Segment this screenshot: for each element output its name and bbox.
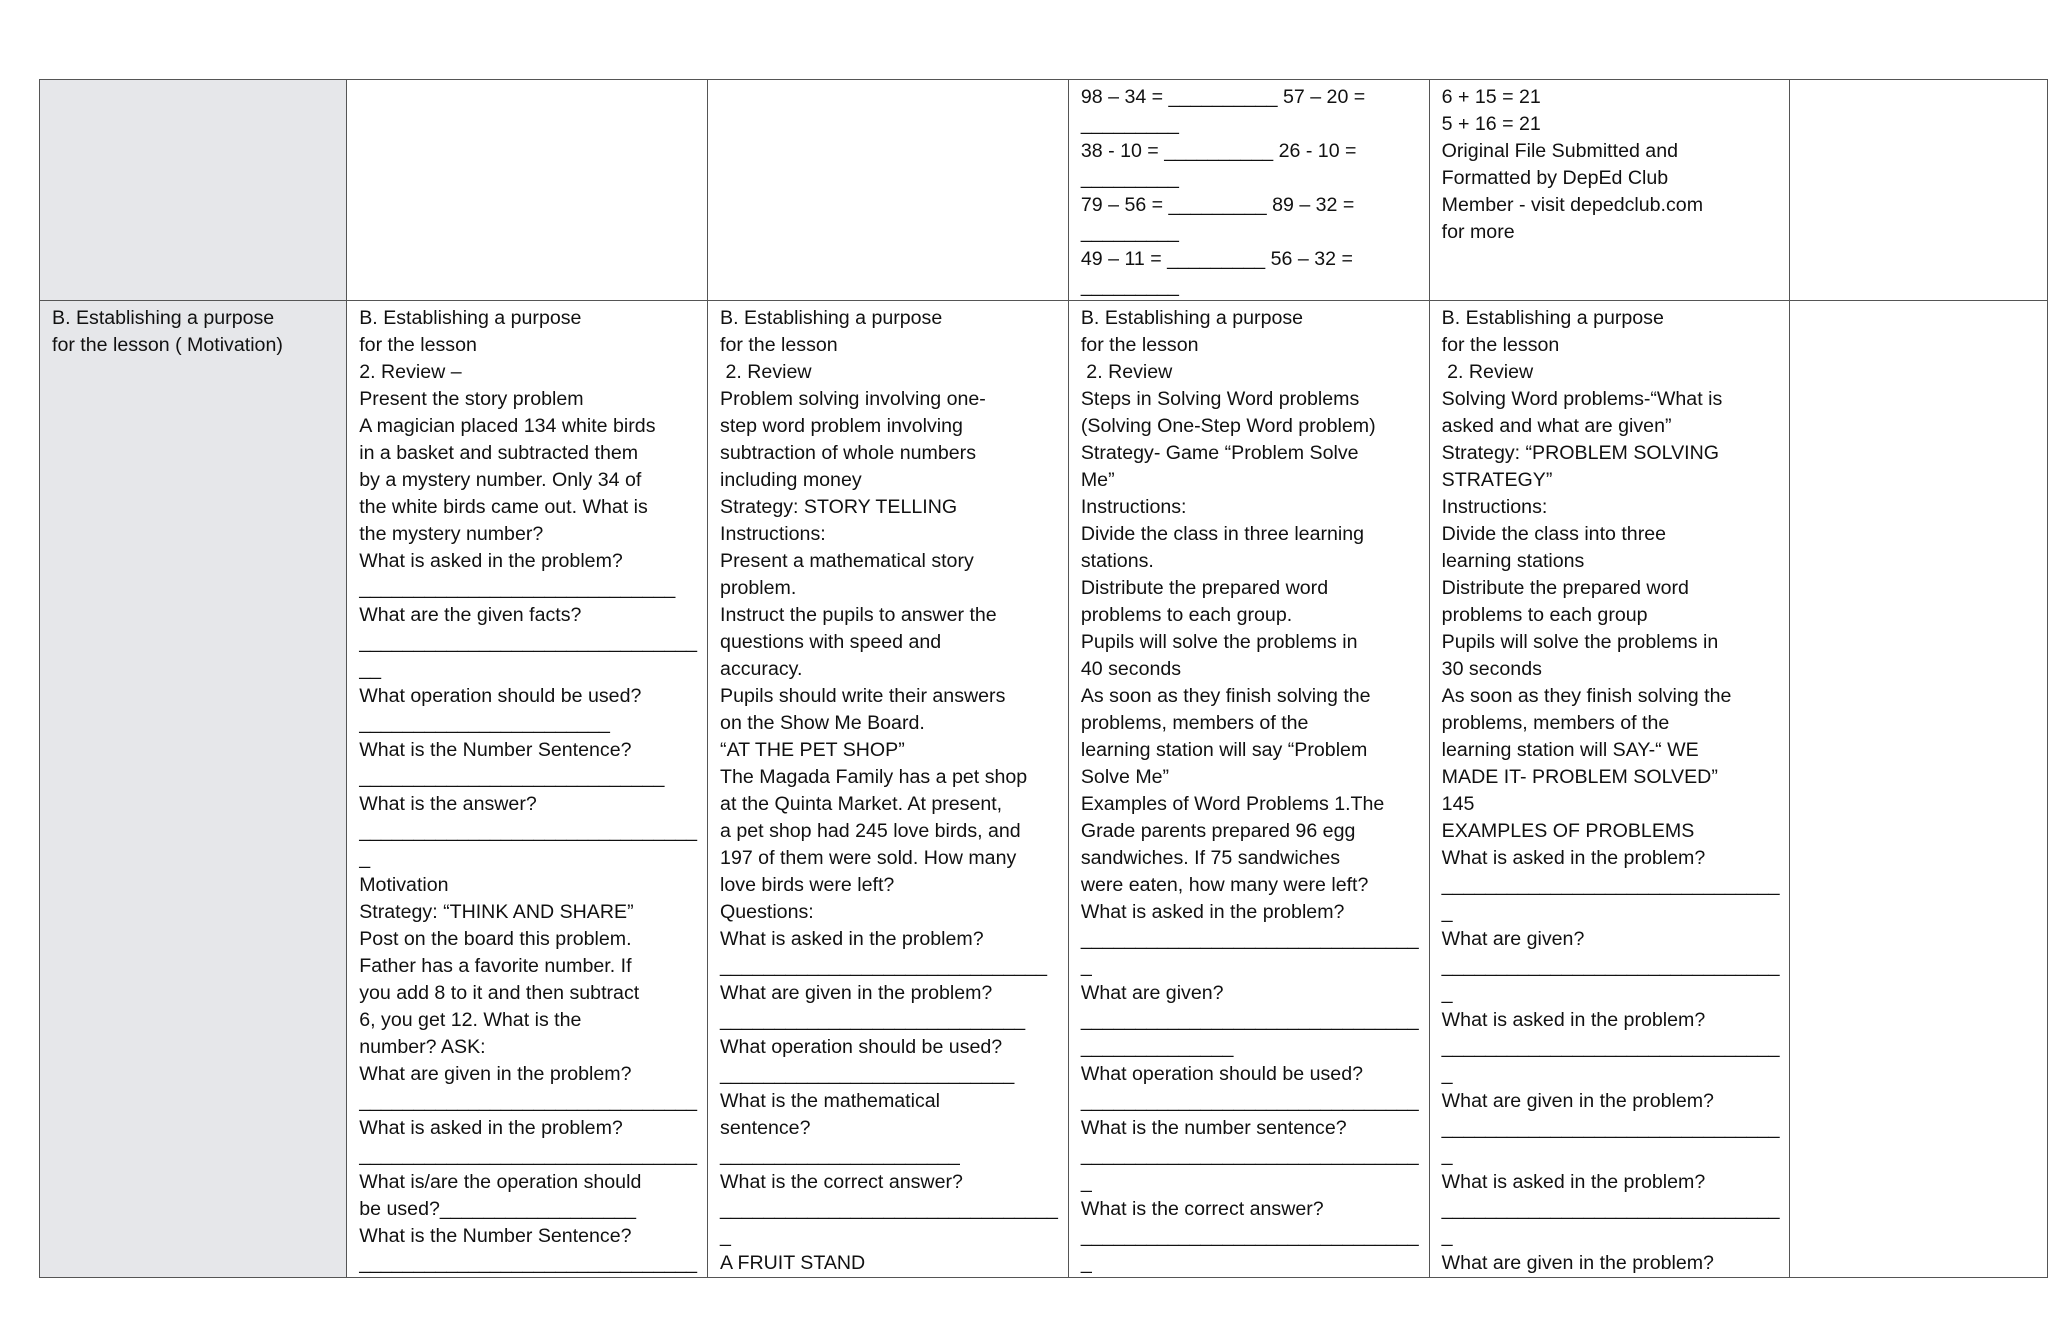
cell-text-line: STRATEGY” [1441, 469, 1553, 491]
cell-text-line: A magician placed 134 white birds [359, 415, 656, 437]
cell-text-line: by a mystery number. Only 34 of [359, 469, 642, 491]
cell-text-line: step word problem involving [720, 415, 963, 437]
cell-text-line: Divide the class into three [1441, 523, 1667, 545]
cell-text-line: What are given in the problem? [1441, 1090, 1714, 1112]
cell-text-line: Motivation [359, 874, 449, 896]
cell-text-line: Pupils will solve the problems in [1080, 631, 1358, 653]
cell-text-line: Present a mathematical story [720, 550, 974, 572]
cell-text-line: 2. Review [720, 361, 812, 383]
cell-text-line: 5 + 16 = 21 [1441, 113, 1541, 135]
row-label-cell [40, 80, 347, 301]
cell-text-line: _ [1080, 1252, 1092, 1274]
cell-text-line: B. Establishing a purpose [1080, 307, 1304, 329]
wednesday-cell [1068, 80, 1429, 301]
cell-text-line: love birds were left? [720, 874, 895, 896]
monday-cell [347, 301, 708, 1278]
cell-text-line: B. Establishing a purpose [359, 307, 582, 329]
cell-text-line: subtraction of whole numbers [720, 442, 976, 464]
cell-text-line: As soon as they finish solving the [1441, 685, 1732, 707]
cell-text-line: for the lesson [359, 334, 477, 356]
cell-text-line: ___________________________ [720, 1063, 1015, 1085]
cell-text-line: 79 – 56 = _________ 89 – 32 = [1080, 194, 1355, 216]
cell-text-line: Distribute the prepared word [1080, 577, 1329, 599]
cell-text-line: Instructions: [720, 523, 826, 545]
cell-text-line: questions with speed and [720, 631, 942, 653]
cell-text-line: the white birds came out. What is [359, 496, 648, 518]
cell-text-line: were eaten, how many were left? [1080, 874, 1369, 896]
monday-cell [347, 80, 708, 301]
cell-text-line: Instructions: [1441, 496, 1548, 518]
cell-text-line: B. Establishing a purpose [1441, 307, 1664, 329]
cell-text-line: What are given? [1080, 982, 1224, 1004]
cell-text-line: What operation should be used? [1080, 1063, 1363, 1085]
cell-text-line: _______________________________ [359, 820, 698, 842]
cell-text-line: Solving Word problems-“What is [1441, 388, 1723, 410]
cell-text-line: Strategy: STORY TELLING [720, 496, 958, 518]
cell-text-line: _ [1441, 1144, 1453, 1166]
cell-text-line: Present the story problem [359, 388, 584, 410]
cell-text-line: What is/are the operation should [359, 1171, 642, 1193]
cell-text-line: Pupils should write their answers [720, 685, 1006, 707]
cell-text-line: As soon as they finish solving the [1080, 685, 1371, 707]
cell-text-line: What is the correct answer? [720, 1171, 963, 1193]
cell-text-line: including money [720, 469, 862, 491]
cell-text-line: 2. Review [1080, 361, 1173, 383]
cell-text-line: asked and what are given” [1441, 415, 1672, 437]
cell-text-line: Pupils will solve the problems in [1441, 631, 1719, 653]
cell-text-line: in a basket and subtracted them [359, 442, 639, 464]
cell-text-line: Formatted by DepEd Club [1441, 167, 1669, 189]
cell-text-line: What is asked in the problem? [720, 928, 984, 950]
cell-text-line: What is asked in the problem? [1080, 901, 1345, 923]
cell-text-line: What are given in the problem? [1441, 1252, 1714, 1274]
cell-text-line: Strategy: “THINK AND SHARE” [359, 901, 634, 923]
cell-text-line: _______________________________ [1441, 1198, 1780, 1220]
cell-text-line: What are the given facts? [359, 604, 582, 626]
cell-text-line: accuracy. [720, 658, 803, 680]
cell-text-line: Grade parents prepared 96 egg [1080, 820, 1356, 842]
cell-text-line: for the lesson [720, 334, 838, 356]
cell-text-line: _ [359, 847, 371, 869]
cell-text-line: What is asked in the problem? [359, 1117, 623, 1139]
cell-text-line: Distribute the prepared word [1441, 577, 1689, 599]
cell-text-line: EXAMPLES OF PROBLEMS [1441, 820, 1695, 842]
cell-text-line: Solve Me” [1080, 766, 1170, 788]
cell-text-line: B. Establishing a purpose [52, 307, 275, 329]
cell-text-line: ____________________________ [720, 1009, 1026, 1031]
cell-text-line: _______________________________ [1080, 1090, 1419, 1112]
cell-text-line: for the lesson [1441, 334, 1560, 356]
cell-text-line: __ [359, 658, 382, 680]
cell-text-line: you add 8 to it and then subtract [359, 982, 640, 1004]
cell-text-line: _______________________________ [1080, 1225, 1419, 1247]
tuesday-cell [708, 301, 1069, 1278]
cell-text-line: _______________________________ [1441, 1117, 1780, 1139]
cell-text-line: What operation should be used? [720, 1036, 1003, 1058]
cell-text-line: 98 – 34 = __________ 57 – 20 = [1080, 86, 1366, 108]
cell-text-line: on the Show Me Board. [720, 712, 925, 734]
cell-text-line: _ [1080, 955, 1092, 977]
cell-text-line: _________ [1080, 113, 1179, 135]
cell-text-line: What are given in the problem? [720, 982, 993, 1004]
cell-text-line: _______________________________ [359, 1144, 698, 1166]
cell-text-line: for the lesson [1080, 334, 1199, 356]
cell-text-line: problems, members of the [1080, 712, 1309, 734]
cell-text-line: 49 – 11 = _________ 56 – 32 = [1080, 248, 1353, 270]
cell-text-line: ______________________________ [720, 955, 1047, 977]
cell-text-line: _______________________________ [720, 1198, 1058, 1220]
cell-text-line: Me” [1080, 469, 1115, 491]
cell-text-line: What are given? [1441, 928, 1585, 950]
cell-text-line: _______________________ [359, 712, 610, 734]
tuesday-cell [708, 80, 1069, 301]
cell-text-line: What operation should be used? [359, 685, 642, 707]
cell-text-line: Steps in Solving Word problems [1080, 388, 1360, 410]
cell-text-line: What is asked in the problem? [359, 550, 623, 572]
cell-text-line: _______________________________ [359, 1252, 698, 1274]
cell-text-line: A FRUIT STAND [720, 1252, 866, 1274]
cell-text-line: Divide the class in three learning [1080, 523, 1365, 545]
cell-text-line: _ [1080, 1171, 1092, 1193]
cell-text-line: What is asked in the problem? [1441, 1009, 1706, 1031]
cell-text-line: Strategy: “PROBLEM SOLVING [1441, 442, 1719, 464]
cell-text-line: problem. [720, 577, 797, 599]
cell-text-line: learning station will say “Problem [1080, 739, 1368, 761]
cell-text-line: Post on the board this problem. [359, 928, 632, 950]
cell-text-line: What is asked in the problem? [1441, 847, 1706, 869]
cell-text-line: What is the Number Sentence? [359, 739, 632, 761]
cell-text-line: learning station will SAY-“ WE [1441, 739, 1699, 761]
cell-text-line: _ [1441, 982, 1453, 1004]
cell-text-line: What is the correct answer? [1080, 1198, 1324, 1220]
cell-text-line: _ [1441, 901, 1453, 923]
cell-text-line: Father has a favorite number. If [359, 955, 632, 977]
cell-text-line: Member - visit depedclub.com [1441, 194, 1704, 216]
cell-text-line: 38 - 10 = __________ 26 - 10 = [1080, 140, 1357, 162]
wednesday-cell [1068, 301, 1429, 1278]
cell-text-line: problems, members of the [1441, 712, 1670, 734]
cell-text-line: learning stations [1441, 550, 1585, 572]
cell-text-line: The Magada Family has a pet shop [720, 766, 1028, 788]
cell-text-line: What are given in the problem? [359, 1063, 632, 1085]
cell-text-line: sentence? [720, 1117, 811, 1139]
cell-text-line: 40 seconds [1080, 658, 1182, 680]
cell-text-line: stations. [1080, 550, 1154, 572]
cell-text-line: _______________________________ [359, 1090, 698, 1112]
cell-text-line: _ [1441, 1225, 1453, 1247]
cell-text-line: MADE IT- PROBLEM SOLVED” [1441, 766, 1718, 788]
thursday-cell [1429, 80, 1790, 301]
cell-text-line: number? ASK: [359, 1036, 486, 1058]
cell-text-line: problems to each group [1441, 604, 1648, 626]
cell-text-line: Original File Submitted and [1441, 140, 1679, 162]
cell-text-line: What is the answer? [359, 793, 537, 815]
cell-text-line: 6 + 15 = 21 [1441, 86, 1541, 108]
cell-text-line: _________ [1080, 167, 1179, 189]
cell-text-line: Instruct the pupils to answer the [720, 604, 997, 626]
cell-text-line: Problem solving involving one- [720, 388, 986, 410]
cell-text-line: _______________________________ [1441, 955, 1780, 977]
cell-text-line: _______________________________ [1441, 874, 1780, 896]
cell-text-line: _____________________________ [359, 577, 676, 599]
cell-text-line: _______________________________ [1080, 1144, 1419, 1166]
cell-text-line: 2. Review [1441, 361, 1534, 383]
table-row [40, 301, 2048, 1278]
table-row [40, 80, 2048, 301]
friday-cell [1790, 80, 2048, 301]
cell-text-line: ______________ [1080, 1036, 1234, 1058]
cell-text-line: “AT THE PET SHOP” [720, 739, 905, 761]
cell-text-line: _________ [1080, 221, 1179, 243]
cell-text-line: the mystery number? [359, 523, 544, 545]
cell-text-line: B. Establishing a purpose [720, 307, 943, 329]
cell-text-line: at the Quinta Market. At present, [720, 793, 1003, 815]
cell-text-line: for more [1441, 221, 1515, 243]
cell-text-line: _______________________________ [1080, 928, 1419, 950]
cell-text-line: _______________________________ [1441, 1036, 1780, 1058]
cell-text-line: _______________________________ [1080, 1009, 1419, 1031]
thursday-cell [1429, 301, 1790, 1278]
cell-text-line: Questions: [720, 901, 814, 923]
cell-text-line: What is the mathematical [720, 1090, 941, 1112]
cell-text-line: _ [1441, 1063, 1453, 1085]
cell-text-line: a pet shop had 245 love birds, and [720, 820, 1021, 842]
cell-text-line: 145 [1441, 793, 1475, 815]
cell-text-line: 30 seconds [1441, 658, 1542, 680]
cell-text-line: 6, you get 12. What is the [359, 1009, 582, 1031]
cell-text-line: for the lesson ( Motivation) [52, 334, 283, 356]
friday-cell [1790, 301, 2048, 1278]
cell-text-line: problems to each group. [1080, 604, 1293, 626]
row-label-cell [40, 301, 347, 1278]
cell-text-line: ______________________ [720, 1144, 960, 1166]
cell-text-line: sandwiches. If 75 sandwiches [1080, 847, 1341, 869]
cell-text-line: 2. Review – [359, 361, 462, 383]
cell-text-line: _ [720, 1225, 731, 1247]
cell-text-line: Instructions: [1080, 496, 1187, 518]
cell-text-line: What is the number sentence? [1080, 1117, 1347, 1139]
cell-text-line: be used?__________________ [359, 1198, 637, 1220]
cell-text-line: 197 of them were sold. How many [720, 847, 1017, 869]
cell-text-line: Strategy- Game “Problem Solve [1080, 442, 1359, 464]
cell-text-line: What is the Number Sentence? [359, 1225, 632, 1247]
cell-text-line: Examples of Word Problems 1.The [1080, 793, 1385, 815]
lesson-log-table [39, 79, 2048, 1278]
cell-text-line: ____________________________ [359, 766, 665, 788]
cell-text-line: _________ [1080, 275, 1179, 297]
cell-text-line: What is asked in the problem? [1441, 1171, 1706, 1193]
cell-text-line: (Solving One-Step Word problem) [1080, 415, 1376, 437]
cell-text-line: _______________________________ [359, 631, 698, 653]
